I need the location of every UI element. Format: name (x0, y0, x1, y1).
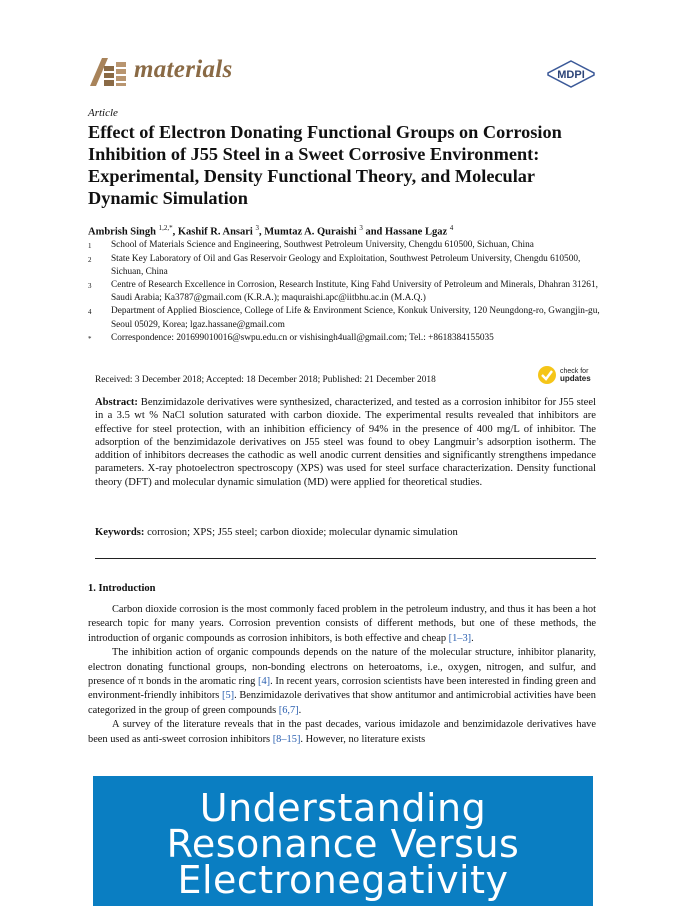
affiliation-number: 1 (88, 242, 92, 250)
section-divider (95, 558, 596, 559)
citation-link[interactable]: [1–3] (448, 632, 472, 644)
abstract-text: Benzimidazole derivatives were synthesized, characterized, and tested as a corrosion inhibitor for J55 steel in a 3.5 wt % NaCl solution saturated with carbon dioxide. The experimental results revealed that inhibitors are effective for steel protection, with an inhibition efficiency of 94% in the presence of 400 mg/L of inhibitor. The adsorption of the benzimidazole derivatives on J55 steel was found to obey Langmuir’s adsorption isotherm. The addition of inhibitors decreases the cathodic as well anodic current densities and significantly strengthens impedance parameters. X-ray photoelectron spectroscopy (XPS) was used for steel surface characterization. Density functional theory (DFT) and molecular dynamic simulation (MD) were applied for theoretical studies. (95, 397, 596, 488)
mdpi-logo-text: MDPI (557, 69, 585, 81)
paragraph-text: Carbon dioxide corrosion is the most commonly faced problem in the petroleum industry, and thus it has been a hot research topic for many years. Corrosion prevention consists of different methods, but one of these methods, the introduction of organic compounds as corrosion inhibitors, is both effective and cheap (88, 604, 596, 644)
section-heading: 1. Introduction (88, 583, 156, 594)
affiliation-text: School of Materials Science and Engineering, Southwest Petroleum University, Chengdu 610500, Sichuan, China (111, 240, 534, 250)
check-updates-line1: check for (560, 367, 589, 375)
abstract-label: Abstract: (95, 397, 138, 408)
banner-title: Understanding Resonance Versus Electronegativity (166, 786, 520, 902)
affiliation-number: 2 (88, 256, 92, 265)
citation-link[interactable]: [4] (258, 676, 271, 688)
introduction-body (88, 603, 596, 747)
author-name: Kashif R. Ansari (177, 226, 253, 238)
keywords (95, 527, 596, 538)
journal-header (88, 52, 233, 88)
affiliation-number: 3 (88, 282, 92, 291)
paragraph: The inhibition action of organic compounds depends on the nature of the molecular structure, inhibitor planarity, electron donating functional groups, non-bonding electrons on heteroatoms, i.e., oxygen, nitrogen, and sulfur, and presence of π bonds in the aromatic ring [4]. In recent years, corrosion scientists have been interested in finding green and environment-friendly inhibitors [5]. Benzimidazole derivatives that show antitumor and antimicrobial activities have been categorized in the group of green compounds [6,7]. (88, 647, 596, 716)
author-name: Mumtaz A. Quraishi (264, 226, 357, 238)
article-type: Article (88, 107, 118, 119)
correspondence-text: Correspondence: 201699010016@swpu.edu.cn or vishisingh4uall@gmail.com; Tel.: +8618384155035 (111, 332, 494, 343)
author-and: and (362, 226, 385, 238)
affiliation-item (88, 279, 603, 305)
publication-dates: Received: 3 December 2018; Accepted: 18 December 2018; Published: 21 December 2018 (95, 375, 436, 385)
paragraph (88, 718, 596, 747)
author-affiliation-sup: 1,2,* (158, 224, 173, 232)
keywords-text: corrosion; XPS; J55 steel; carbon dioxide; molecular dynamic simulation (147, 527, 458, 538)
check-updates-line2: updates (560, 373, 591, 383)
author-affiliation-sup: 3 (359, 224, 363, 232)
author-affiliation-sup: 4 (449, 224, 454, 232)
paragraph-text: . In recent years, corrosion scientists have been interested in finding green and environment-friendly inhibitors (88, 676, 596, 702)
author-list (88, 224, 453, 238)
author-name: Ambrish Singh (88, 226, 156, 238)
affiliation-text: Centre of Research Excellence in Corrosion, Research Institute, King Fahd University of Petroleum and Minerals, Dhahran 31261, Saudi Arabia; Ka3787@gmail.com (K.R.A.); maquraishi.apc@iitbhu.ac.in (M.A.Q.) (111, 280, 598, 304)
check-updates-label (560, 368, 591, 383)
paper-title: Effect of Electron Donating Functional Groups on Corrosion Inhibition of J55 Steel in a Sweet Corrosive Environment: Experimental, Density Functional Theory, and Molecular Dynamic Simulation (88, 122, 562, 208)
citation-link[interactable]: [6,7] (278, 704, 299, 716)
mdpi-logo-icon (546, 60, 596, 93)
author-sep: , (172, 226, 178, 238)
affiliation-item (88, 239, 603, 253)
citation-link[interactable]: [5] (221, 690, 235, 702)
affiliation-item (88, 253, 603, 279)
check-updates-icon (537, 365, 557, 385)
author-sep: , (258, 226, 265, 238)
title-overlay-banner (93, 776, 593, 906)
affiliation-number: 4 (88, 308, 92, 317)
affiliation-list (88, 239, 603, 346)
paragraph-text: A survey of the literature reveals that in the past decades, various imidazole and benzimidazole derivatives have been used as anti-sweet corrosion inhibitors (88, 719, 596, 745)
journal-logo-icon (88, 52, 128, 88)
affiliation-number: * (88, 334, 92, 343)
check-for-updates-badge[interactable] (537, 365, 591, 385)
citation-link[interactable]: [8–15] (272, 733, 301, 745)
affiliation-text: State Key Laboratory of Oil and Gas Reservoir Geology and Exploitation, Southwest Petroleum University, Chengdu 610500, Sichuan, China (111, 254, 581, 278)
journal-name: materials (134, 56, 233, 83)
author-affiliation-sup: 3 (255, 224, 259, 232)
affiliation-item (88, 305, 603, 331)
paragraph: Carbon dioxide corrosion is the most commonly faced problem in the petroleum industry, and thus it has been a hot research topic for many years. Corrosion prevention consists of different methods, but one of these methods, the introduction of organic compounds as corrosion inhibitors, is both effective and cheap [1–3]. (88, 604, 596, 644)
paragraph-text: . Benzimidazole derivatives that show antitumor and antimicrobial activities have been categorized in the group of green compounds (88, 690, 596, 716)
abstract (95, 396, 596, 489)
paragraph-text: . However, no literature exists (300, 733, 426, 745)
affiliation-text: Department of Applied Bioscience, College of Life & Environment Science, Konkuk University, 120 Neungdong-ro, Gwangjin-gu, Seoul 05029, Korea; lgaz.hassane@gmail.com (111, 306, 600, 330)
author-name: Hassane Lgaz (385, 226, 448, 238)
keywords-label: Keywords: (95, 527, 145, 538)
paragraph-text: The inhibition action of organic compounds depends on the nature of the molecular structure, inhibitor planarity, electron donating functional groups, non-bonding electrons on heteroatoms, i.e., oxygen, nitrogen, and sulfur, and presence of π bonds in the aromatic ring (88, 647, 596, 688)
correspondence-item (88, 332, 603, 346)
